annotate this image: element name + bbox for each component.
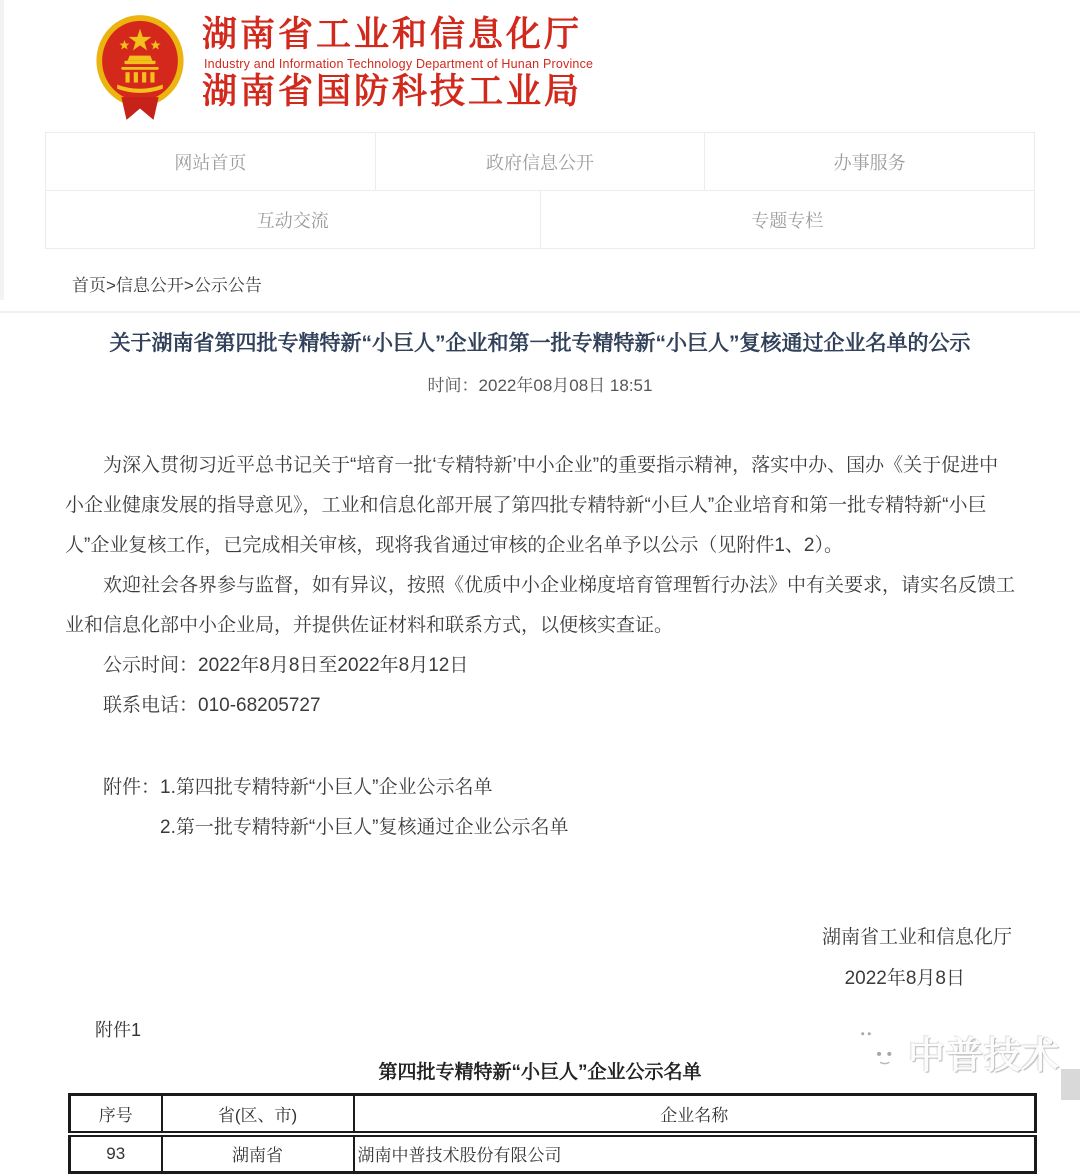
site-header-text bbox=[202, 12, 593, 111]
annex-1-table bbox=[68, 1093, 1037, 1174]
cell-company-name: 湖南中普技术股份有限公司 bbox=[354, 1134, 1036, 1173]
breadcrumb-divider bbox=[0, 311, 1080, 313]
national-emblem-icon bbox=[88, 12, 192, 122]
attachments-list bbox=[65, 768, 1015, 848]
paragraph-contact-phone: 联系电话：010-68205727 bbox=[103, 695, 321, 716]
paragraph-intro: 为深入贯彻习近平总书记关于“培育一批‘专精特新’中小企业”的重要指示精神，落实中办、国办《关于促进中小企业健康发展的指导意见》，工业和信息化部开展了第四批专精特新“小巨人”企业培育和第一批专精特新“小巨人”企业复核工作，已完成相关审核，现将我省通过审核的企业名单予以公示（见附件1、2）。 bbox=[65, 455, 999, 556]
nav-item-gov-info-disclosure[interactable]: 政府信息公开 bbox=[375, 133, 705, 190]
header-company-name: 企业名称 bbox=[354, 1095, 1036, 1134]
breadcrumb[interactable]: 首页>信息公开>公示公告 bbox=[72, 276, 262, 295]
nav-item-home[interactable]: 网站首页 bbox=[174, 152, 247, 173]
site-title-line1: 湖南省工业和信息化厅 bbox=[202, 15, 583, 54]
publish-time: 时间：2022年08月08日 18:51 bbox=[427, 376, 653, 395]
nav-item-services[interactable]: 办事服务 bbox=[704, 133, 1034, 190]
header-seq-number: 序号 bbox=[70, 1095, 162, 1134]
signature-organization: 湖南省工业和信息化厅 bbox=[821, 927, 1012, 948]
watermark-brand-text: 中普技术 bbox=[908, 1035, 1060, 1076]
signature-date: 2022年8月8日 bbox=[844, 968, 965, 989]
nav-item-special-columns[interactable]: 专题专栏 bbox=[540, 191, 1035, 248]
site-title-line2: 湖南省国防科技工业局 bbox=[202, 72, 583, 111]
main-nav bbox=[45, 132, 1035, 249]
scrollbar-fragment bbox=[1061, 1069, 1080, 1100]
table-header-row bbox=[70, 1095, 1036, 1134]
paragraph-public-period: 公示时间：2022年8月8日至2022年8月12日 bbox=[103, 655, 469, 676]
site-header bbox=[0, 0, 1080, 126]
page-edge-strip bbox=[0, 0, 4, 300]
cell-province: 湖南省 bbox=[162, 1134, 354, 1173]
article-body bbox=[0, 446, 1080, 1000]
article bbox=[0, 330, 1080, 1000]
cell-seq-number: 93 bbox=[70, 1134, 162, 1173]
site-subtitle-english: Industry and Information Technology Department of Hunan Province bbox=[204, 57, 594, 71]
attachment-item-2: 2.第一批专精特新“小巨人”复核通过企业公示名单 bbox=[160, 817, 569, 838]
nav-row-1 bbox=[46, 133, 1034, 190]
header-province: 省(区、市) bbox=[162, 1095, 354, 1134]
nav-item-interaction[interactable]: 互动交流 bbox=[256, 210, 329, 231]
annex-1-label: 附件1 bbox=[95, 1020, 142, 1040]
annex-1 bbox=[0, 1016, 1080, 1174]
article-title: 关于湖南省第四批专精特新“小巨人”企业和第一批专精特新“小巨人”复核通过企业名单的公示 bbox=[109, 332, 971, 355]
nav-row-2 bbox=[46, 190, 1034, 248]
paragraph-supervision: 欢迎社会各界参与监督，如有异议，按照《优质中小企业梯度培育管理暂行办法》中有关要求，请实名反馈工业和信息化部中小企业局，并提供佐证材料和联系方式，以便核实查证。 bbox=[65, 575, 1016, 636]
attachment-item-1: 附件：1.第四批专精特新“小巨人”企业公示名单 bbox=[103, 777, 493, 798]
signature-block bbox=[65, 918, 1015, 1000]
annex-1-table-title: 第四批专精特新“小巨人”企业公示名单 bbox=[378, 1062, 702, 1083]
table-row bbox=[70, 1134, 1036, 1173]
